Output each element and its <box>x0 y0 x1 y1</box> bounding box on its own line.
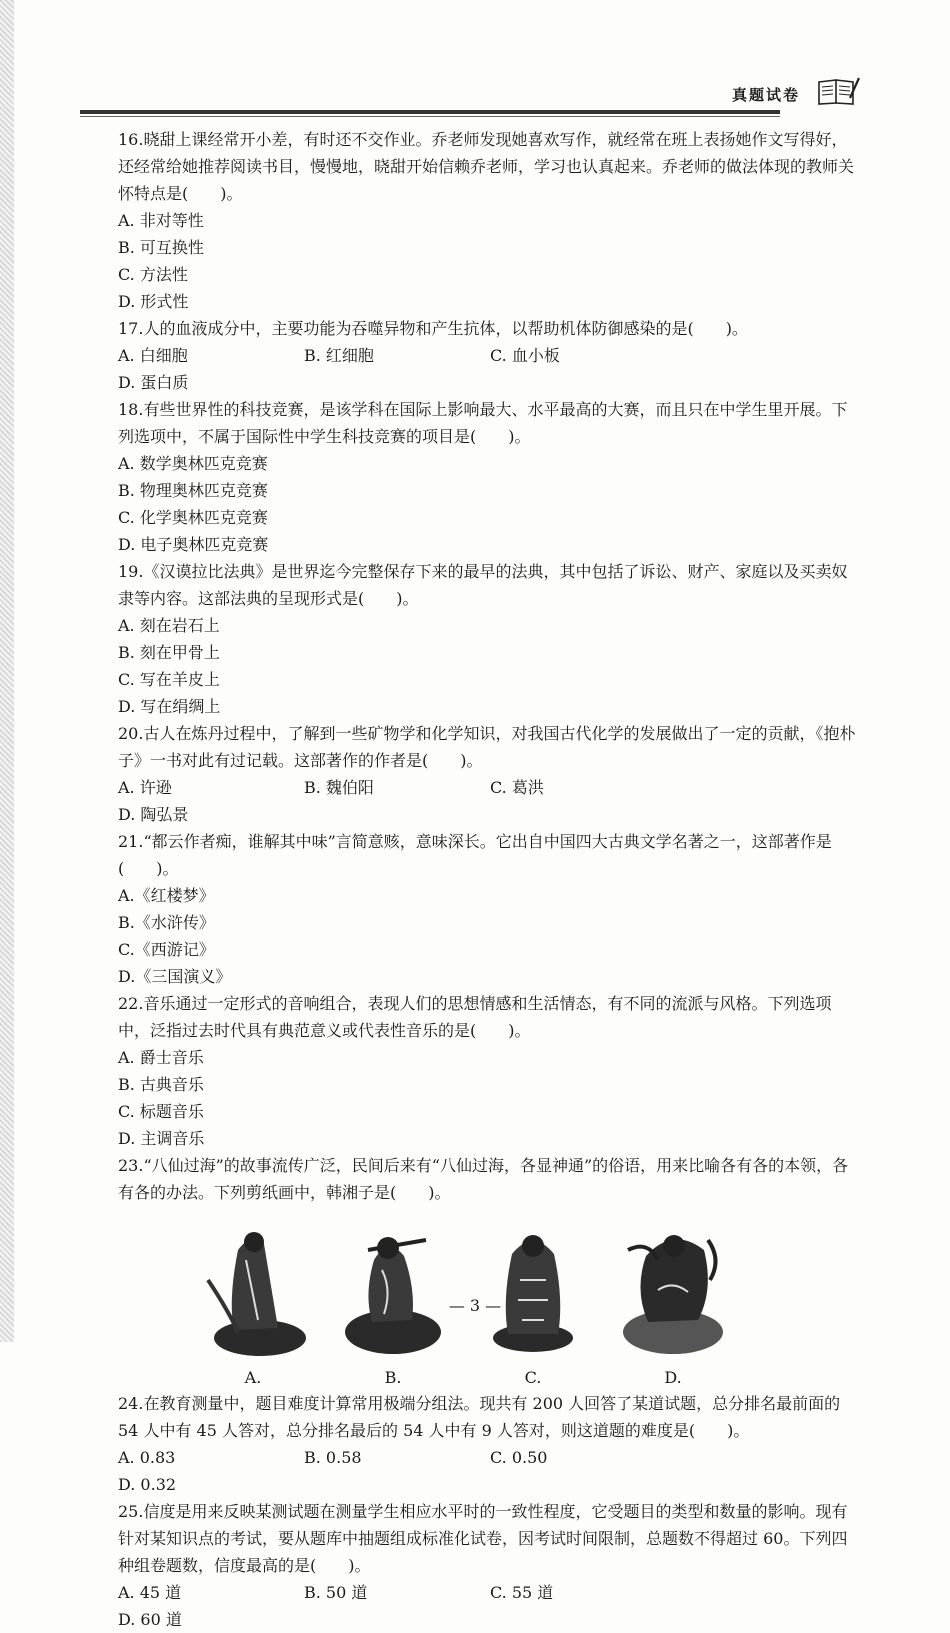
option-c: C. 55 道 <box>490 1583 554 1602</box>
option-b: B. 可互换性 <box>118 238 204 257</box>
papercut-figure-b <box>338 1220 448 1358</box>
option-c: C. 写在羊皮上 <box>118 670 220 689</box>
option-c: C. 0.50 <box>490 1448 548 1467</box>
papercut-figure-a <box>198 1220 308 1358</box>
question-16 <box>118 126 858 315</box>
option-b: B. 红细胞 <box>304 346 374 365</box>
option-b: B.《水浒传》 <box>118 913 215 932</box>
option-d: D.《三国演义》 <box>118 967 232 986</box>
question-stem: 23.“八仙过海”的故事流传广泛，民间后来有“八仙过海，各显神通”的俗语，用来比喻各有各的本领，各有各的办法。下列剪纸画中，韩湘子是( )。 <box>118 1156 849 1202</box>
option-b: B. 物理奥林匹克竞赛 <box>118 481 268 500</box>
options <box>118 1444 858 1498</box>
option-c: C. 方法性 <box>118 265 188 284</box>
question-18 <box>118 396 858 558</box>
option-d: D. 60 道 <box>118 1610 182 1629</box>
options <box>118 207 858 315</box>
page-header <box>80 70 860 114</box>
question-21 <box>118 828 858 990</box>
option-b: B. 古典音乐 <box>118 1075 204 1094</box>
option-d: D. 蛋白质 <box>118 373 189 392</box>
option-a: A. 白细胞 <box>118 346 188 365</box>
option-b: B. 50 道 <box>304 1583 368 1602</box>
options <box>118 882 858 990</box>
scan-edge <box>0 0 14 1342</box>
option-d: D. 形式性 <box>118 292 189 311</box>
options <box>118 1579 858 1633</box>
option-d: D. 主调音乐 <box>118 1129 205 1148</box>
question-stem: 22.音乐通过一定形式的音响组合，表现人们的思想情感和生活情态，有不同的流派与风格。下列选项中，泛指过去时代具有典范意义或代表性音乐的是( )。 <box>118 994 832 1040</box>
option-b: B. 0.58 <box>304 1448 362 1467</box>
options <box>118 774 858 828</box>
question-23 <box>118 1152 858 1390</box>
question-19 <box>118 558 858 720</box>
option-c: C. 标题音乐 <box>118 1102 204 1121</box>
header-title: 真题试卷 <box>731 86 800 104</box>
option-a: A. 数学奥林匹克竞赛 <box>118 454 268 473</box>
option-a: A. 刻在岩石上 <box>118 616 220 635</box>
options <box>118 450 858 558</box>
options <box>118 1044 858 1152</box>
option-a: A. 爵士音乐 <box>118 1048 204 1067</box>
option-a: A.《红楼梦》 <box>118 886 215 905</box>
options <box>118 342 858 396</box>
question-20 <box>118 720 858 828</box>
exam-content <box>118 126 858 1633</box>
option-c: C. 血小板 <box>490 346 560 365</box>
option-d: D. 写在绢绸上 <box>118 697 221 716</box>
option-d: D. 陶弘景 <box>118 805 189 824</box>
option-a: A. 0.83 <box>118 1448 176 1467</box>
options <box>118 612 858 720</box>
option-b: B. 刻在甲骨上 <box>118 643 220 662</box>
question-stem: 17.人的血液成分中，主要功能为吞噬异物和产生抗体，以帮助机体防御感染的是( )。 <box>118 319 748 338</box>
figure-label-a: A. <box>244 1368 262 1387</box>
option-c: C.《西游记》 <box>118 940 215 959</box>
page-number: — 3 — <box>448 1296 502 1315</box>
question-25 <box>118 1498 858 1633</box>
figure-label-c: C. <box>524 1368 542 1387</box>
option-c: C. 葛洪 <box>490 778 544 797</box>
book-pen-icon <box>816 76 860 106</box>
question-stem: 16.晓甜上课经常开小差，有时还不交作业。乔老师发现她喜欢写作，就经常在班上表扬她作文写得好，还经常给她推荐阅读书目，慢慢地，晓甜开始信赖乔老师，学习也认真起来。乔老师的做法体现的教师关怀特点是( )。 <box>118 130 855 203</box>
option-a: A. 非对等性 <box>118 211 204 230</box>
figure-label-b: B. <box>384 1368 402 1387</box>
question-stem: 24.在教育测量中，题目难度计算常用极端分组法。现共有 200 人回答了某道试题，总分排名最前面的 54 人中有 45 人答对，总分排名最后的 54 人中有 9 人答对，则这道题的难度是( )。 <box>118 1394 841 1440</box>
header-rule <box>80 110 780 114</box>
option-a: A. 许逊 <box>118 778 172 797</box>
question-stem: 19.《汉谟拉比法典》是世界迄今完整保存下来的最早的法典，其中包括了诉讼、财产、家庭以及买卖奴隶等内容。这部法典的呈现形式是( )。 <box>118 562 848 608</box>
question-stem: 18.有些世界性的科技竞赛，是该学科在国际上影响最大、水平最高的大赛，而且只在中学生里开展。下列选项中，不属于国际性中学生科技竞赛的项目是( )。 <box>118 400 848 446</box>
question-17 <box>118 315 858 396</box>
header-rule-thin <box>80 116 780 117</box>
question-22 <box>118 990 858 1152</box>
option-a: A. 45 道 <box>118 1583 182 1602</box>
papercut-figure-d <box>618 1220 728 1358</box>
question-stem: 21.“都云作者痴，谁解其中味”言简意赅，意味深长。它出自中国四大古典文学名著之一，这部著作是( )。 <box>118 832 832 878</box>
question-stem: 25.信度是用来反映某测试题在测量学生相应水平时的一致性程度，它受题目的类型和数量的影响。现有针对某知识点的考试，要从题库中抽题组成标准化试卷，因考试时间限制，总题数不得超过 60。下列四种组卷题数，信度最高的是( )。 <box>118 1502 848 1575</box>
question-24 <box>118 1390 858 1498</box>
option-b: B. 魏伯阳 <box>304 778 374 797</box>
figure-label-d: D. <box>664 1368 682 1387</box>
option-d: D. 0.32 <box>118 1475 177 1494</box>
question-stem: 20.古人在炼丹过程中，了解到一些矿物学和化学知识，对我国古代化学的发展做出了一定的贡献，《抱朴子》一书对此有过记载。这部著作的作者是( )。 <box>118 724 856 770</box>
option-d: D. 电子奥林匹克竞赛 <box>118 535 269 554</box>
papercut-figure-c <box>478 1220 588 1358</box>
option-c: C. 化学奥林匹克竞赛 <box>118 508 268 527</box>
